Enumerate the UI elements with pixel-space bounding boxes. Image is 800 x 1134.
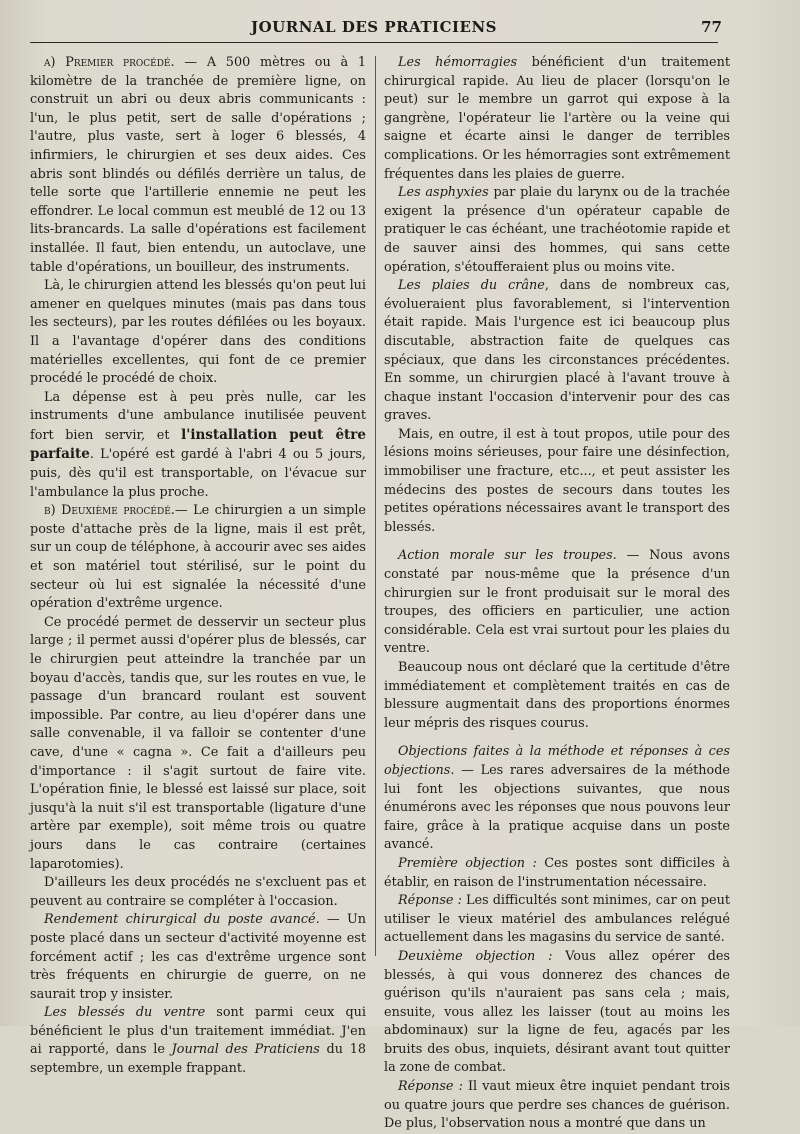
paragraph bbox=[384, 184, 730, 277]
paragraph-text: . L'opéré est gardé à l'abri 4 ou 5 jours, puis, dès qu'il est transportable, on l'évacue sur l'ambulance la plus proche. bbox=[30, 447, 366, 500]
paragraph-text: — Nous avons constaté par nous-même que la présence d'un chirurgien sur le front produisait sur le moral des troupes, des officiers en particulier, une action considérable. Cela est vrai surtout pour les plaies du ventre. bbox=[384, 548, 730, 657]
paragraph bbox=[30, 911, 366, 1004]
paragraph bbox=[384, 948, 730, 1078]
paragraph-text: Il vaut mieux être inquiet pendant trois ou quatre jours que perdre ses chances de guérison. De plus, l'observation nous a montré que dans un bbox=[384, 1079, 730, 1132]
section-label: Les blessés du ventre bbox=[44, 1005, 206, 1021]
page-number: 77 bbox=[701, 18, 722, 36]
paragraph: Mais, en outre, il est à tout propos, utile pour des lésions moins sérieuses, pour faire une désinfection, immobiliser une fracture, etc..., et peut assister les médecins des postes de secours dans toutes les petites opérations nécessaires avant le transport des blessés. bbox=[384, 426, 730, 535]
paragraph-text: par plaie du larynx ou de la trachée exigent la présence d'un opérateur capable de pratiquer le cas échéant, une trachéotomie rapide et de sauver ainsi des hommes, qui sans cette opération, s'étoufferaient plus ou moins vite. bbox=[384, 185, 731, 275]
bold-phrase: l'installation peut être parfaite bbox=[30, 426, 366, 463]
header-title: JOURNAL DES PRATICIENS bbox=[251, 18, 497, 36]
section-label: Rendement chirurgical du poste avancé. bbox=[44, 912, 320, 928]
paragraph bbox=[30, 1004, 366, 1078]
left-column bbox=[30, 54, 366, 1077]
running-header bbox=[30, 14, 722, 43]
paragraph bbox=[384, 892, 730, 948]
right-column bbox=[384, 54, 731, 1132]
section-label: Réponse : bbox=[398, 1079, 463, 1095]
paragraph: Ce procédé permet de desservir un secteur plus large ; il permet aussi d'opérer plus de blessés, car le chirurgien peut atteindre la tranchée par un boyau d'accès, tandis que, sur les routes en vue, le passage d'un brancard roulant est souvent impossible. Par contre, au lieu d'opérer dans une salle convenable, il va falloir se contenter d'une cave, d'une « cagna ». Ce fait a d'ailleurs peu d'importance : il s'agit surtout de faire vite. L'opération finie, le blessé est laissé sur place, soit jusqu'à la nuit s'il est transportable (ligature d'une artère par exemple), soit même trois ou quatre jours dans le cas contraire (certaines laparotomies). bbox=[30, 614, 366, 872]
paragraph bbox=[30, 502, 366, 614]
paragraph-text: bénéficient d'un traitement chirurgical rapide. Au lieu de placer (lorsqu'on le peut) sur le membre un garrot qui expose à la gangrène, l'opérateur lie l'artère ou la veine qui saigne et écarte ainsi le danger de terribles complications. Or les hémorragies sont extrêmement fréquentes dans les plaies de guerre. bbox=[384, 55, 730, 182]
journal-reference: Journal des Praticiens bbox=[171, 1042, 320, 1058]
paragraph-text: Les difficultés sont minimes, car on peut utiliser le vieux matériel des ambulances relégué actuellement dans les magasins du service de santé. bbox=[384, 893, 730, 946]
paragraph bbox=[384, 743, 730, 855]
paragraph: D'ailleurs les deux procédés ne s'excluent pas et peuvent au contraire se compléter à l'occasion. bbox=[30, 875, 366, 909]
paragraph: Là, le chirurgien attend les blessés qu'on peut lui amener en quelques minutes (mais pas dans tous les secteurs), par les routes défilées ou les boyaux. Il a l'avantage d'opérer dans des conditions matérielles excellentes, qui font de ce premier procédé le procédé de choix. bbox=[30, 278, 366, 387]
paragraph bbox=[384, 54, 730, 184]
paragraph-text: La dépense est à peu près nulle, car les instruments d'une ambulance inutilisée peuvent fort bien servir, et bbox=[30, 389, 366, 443]
paragraph-text: Ces postes sont difficiles à établir, en raison de l'instrumentation nécessaire. bbox=[384, 855, 730, 890]
section-label: Première objection : bbox=[398, 855, 537, 871]
section-label: Objections faites à la méthode et réponses à ces objections. bbox=[384, 744, 730, 778]
section-label: Réponse : bbox=[398, 893, 462, 909]
paragraph-text: — Le chirurgien a un simple poste d'attache près de la ligne, mais il est prêt, sur un coup de téléphone, à accourir avec ses aides et son matériel tout stérilisé, sur le point du secteur où lui est signalée la nécessité d'une opération d'extrême urgence. bbox=[30, 503, 366, 612]
section-label: Les asphyxies bbox=[398, 185, 489, 201]
column-divider bbox=[375, 56, 376, 956]
paragraph-text: — Un poste placé dans un secteur d'activité moyenne est forcément actif ; les cas d'extrême urgence sont très fréquents en chirurgie de guerre, on ne saurait trop y insister. bbox=[30, 912, 366, 1002]
paragraph bbox=[30, 54, 366, 277]
section-label: b) Deuxième procédé. bbox=[44, 503, 175, 519]
paragraph bbox=[384, 277, 730, 426]
section-label: a) Premier procédé. bbox=[44, 55, 175, 70]
paragraph-text: — Les rares adversaires de la méthode lui font les objections suivantes, que nous énumérons avec les réponses que nous pouvons leur faire, grâce à la pratique acquise dans un poste avancé. bbox=[384, 762, 730, 853]
paragraph-text: du 18 septembre, un exemple frappant. bbox=[30, 1042, 366, 1077]
paragraph-text: sont parmi ceux qui bénéficient le plus d'un traitement immédiat. J'en ai rapporté, dans le bbox=[30, 1005, 366, 1058]
paragraph-text: Vous allez opérer des blessés, à qui vous donnerez des chances de guérison qu'ils n'auraient pas sans cela ; mais, ensuite, vous allez les laisser (tout au moins les abdominaux) sur la ligne de feu, agacés par les bruits des obus, inquiets, désirant avant tout quitter la zone de combat. bbox=[384, 948, 730, 1076]
section-label: Les hémorragies bbox=[398, 55, 518, 70]
paragraph: Beaucoup nous ont déclaré que la certitude d'être immédiatement et complètement traités en cas de blessure augmentait dans des proportions énormes leur mépris des risques courus. bbox=[384, 660, 730, 731]
paragraph bbox=[384, 855, 730, 892]
section-label: Deuxième objection : bbox=[398, 948, 553, 964]
paragraph-text: — A 500 mètres ou à 1 kilomètre de la tranchée de première ligne, on construit un abri ou deux abris communicants : l'un, le plus petit, sert de salle d'opérations ; l'autre, plus vaste, sert à loger 6 blessés, 4 infirmiers, le chirurgien et ses deux aides. Ces abris sont blindés ou défilés derrière un talus, de telle sorte que l'artillerie ennemie ne peut les effondrer. Le local commun est meublé de 12 ou 13 lits-brancards. La salle d'opérations est facilement installée. Il faut, bien entendu, un autoclave, une table d'opérations, un bouilleur, des instruments. bbox=[30, 55, 366, 275]
section-label: Les plaies du crâne bbox=[398, 278, 545, 294]
paragraph-text: , dans de nombreux cas, évolueraient plus favorablement, si l'intervention était rapide. Mais l'urgence est ici beaucoup plus discutable, abstraction faite de quelques cas spéciaux, que dans les circonstances précédentes. En somme, un chirurgien placé à l'avant trouve à chaque instant l'occasion d'intervenir pour des cas graves. bbox=[384, 278, 731, 424]
section-label: Action morale sur les troupes. bbox=[398, 548, 617, 564]
paragraph bbox=[30, 389, 366, 503]
paragraph bbox=[384, 1078, 730, 1134]
paragraph bbox=[384, 547, 730, 659]
